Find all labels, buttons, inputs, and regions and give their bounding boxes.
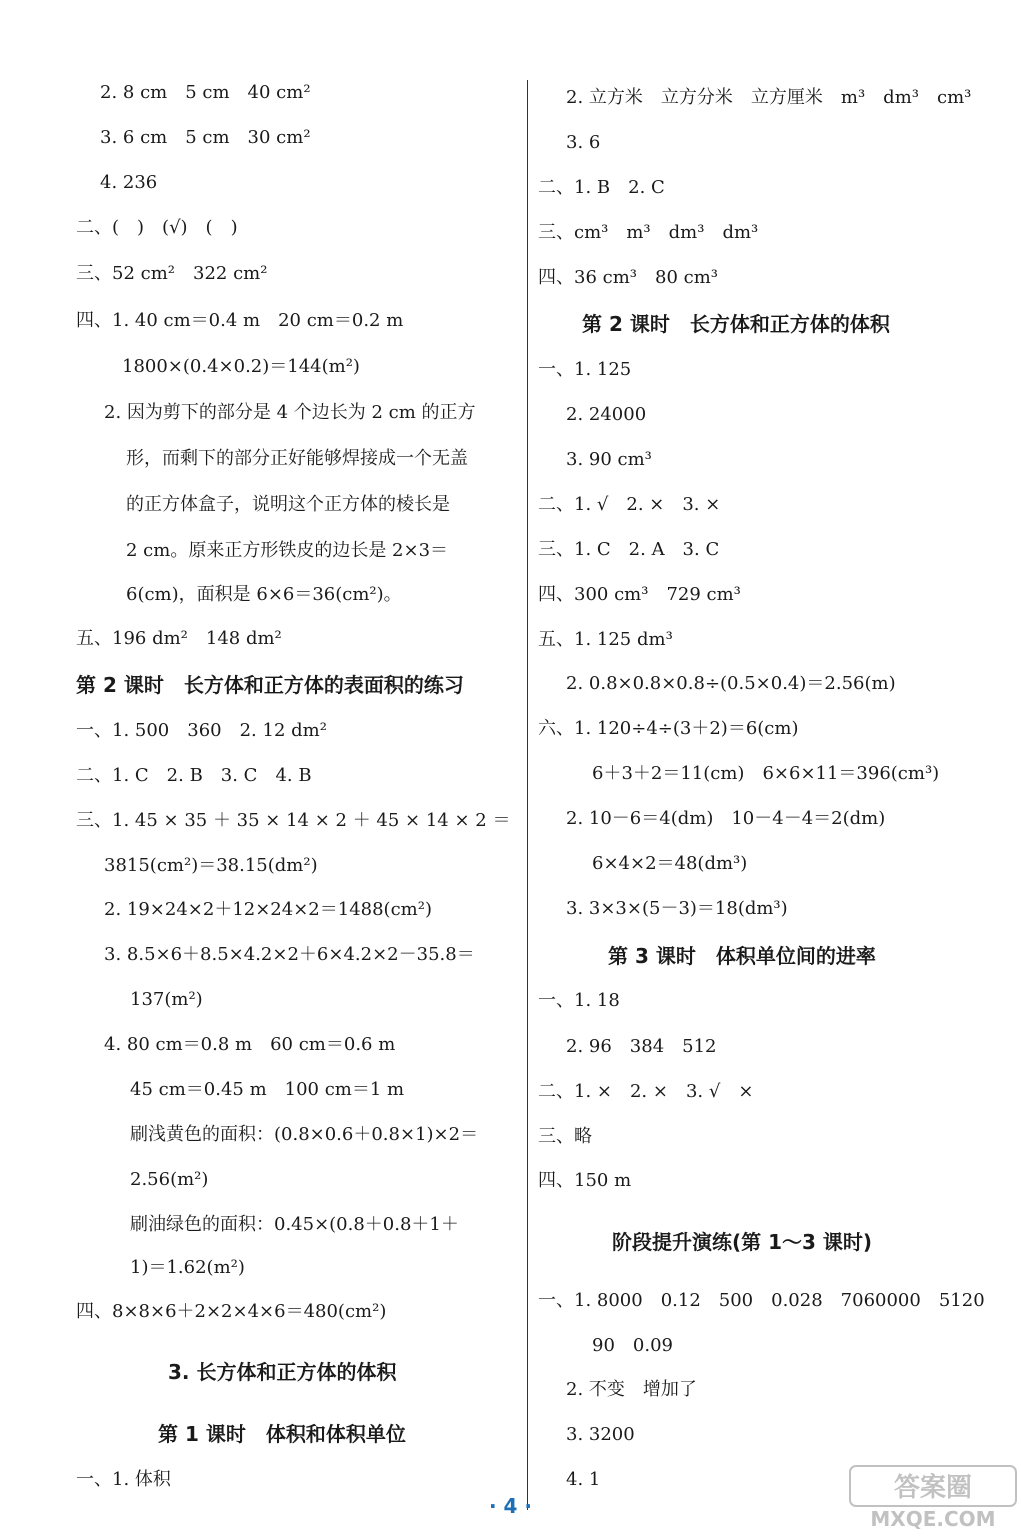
section-heading: 第 3 课时 体积单位间的进率 [608,944,876,968]
answer-line: 的正方体盒子，说明这个正方体的棱长是 [126,494,450,515]
answer-line: 一、1. 18 [538,990,620,1011]
answer-line: 一、1. 500 360 2. 12 dm² [76,720,327,741]
answer-line: 6＋3＋2＝11(cm) 6×6×11＝396(cm³) [592,763,940,784]
answer-line: 一、1. 体积 [76,1469,171,1490]
answer-line: 3. 8.5×6＋8.5×4.2×2＋6×4.2×2－35.8＝ [104,944,475,965]
answer-line: 2. 立方米 立方分米 立方厘米 m³ dm³ cm³ [566,87,972,108]
answer-line: 2. 10－6＝4(dm) 10－4－4＝2(dm) [566,808,886,829]
answer-line: 二、1. C 2. B 3. C 4. B [76,765,312,786]
answer-line: 二、( ) (√) ( ) [76,217,238,238]
answer-line: 三、略 [538,1126,592,1147]
section-heading: 3. 长方体和正方体的体积 [168,1360,397,1384]
answer-line: 2. 0.8×0.8×0.8÷(0.5×0.4)＝2.56(m) [566,673,896,694]
answer-line: 6×4×2＝48(dm³) [592,853,748,874]
answer-line: 三、1. C 2. A 3. C [538,539,720,560]
answer-line: 二、1. √ 2. × 3. × [538,494,721,515]
answer-line: 三、cm³ m³ dm³ dm³ [538,222,759,243]
answer-line: 二、1. B 2. C [538,177,665,198]
answer-line: 2. 24000 [566,404,647,425]
answer-line: 一、1. 125 [538,359,632,380]
watermark-glyphs: 答案圈 [893,1473,973,1503]
answer-line: 2. 因为剪下的部分是 4 个边长为 2 cm 的正方 [104,402,476,423]
answer-line: 四、36 cm³ 80 cm³ [538,267,718,288]
answer-line: 三、52 cm² 322 cm² [76,263,268,284]
answer-line: 3. 6 cm 5 cm 30 cm² [100,127,311,148]
section-heading: 第 2 课时 长方体和正方体的表面积的练习 [76,673,464,697]
answer-line: 2. 96 384 512 [566,1036,717,1057]
answer-line: 三、1. 45 × 35 ＋ 35 × 14 × 2 ＋ 45 × 14 × 2 ＝ [76,810,511,831]
answer-line: 四、150 m [538,1170,632,1191]
answer-line: 形，而剩下的部分正好能够焊接成一个无盖 [126,448,468,469]
answer-line: 2 cm。原来正方形铁皮的边长是 2×3＝ [126,540,449,561]
answer-line: 五、196 dm² 148 dm² [76,628,282,649]
answer-line: 4. 80 cm＝0.8 m 60 cm＝0.6 m [104,1034,396,1055]
answer-line: 刷浅黄色的面积：(0.8×0.6＋0.8×1)×2＝ [130,1124,479,1145]
answer-line: 2. 8 cm 5 cm 40 cm² [100,82,311,103]
answer-line: 六、1. 120÷4÷(3＋2)＝6(cm) [538,718,799,739]
section-heading: 第 2 课时 长方体和正方体的体积 [582,312,890,336]
answer-line: 4. 236 [100,172,158,193]
section-heading: 阶段提升演练(第 1～3 课时) [612,1230,873,1254]
answer-line: 45 cm＝0.45 m 100 cm＝1 m [130,1079,405,1100]
answer-line: 1)＝1.62(m²) [130,1257,245,1278]
answer-line: 3. 6 [566,132,601,153]
answer-line: 2.56(m²) [130,1169,209,1190]
answer-line: 四、1. 40 cm＝0.4 m 20 cm＝0.2 m [76,310,404,331]
answer-line: 90 0.09 [592,1335,673,1356]
section-heading: 第 1 课时 体积和体积单位 [158,1422,406,1446]
answer-line: 四、8×8×6＋2×2×4×6＝480(cm²) [76,1301,387,1322]
answer-line: 五、1. 125 dm³ [538,629,673,650]
answer-line: 刷油绿色的面积：0.45×(0.8＋0.8＋1＋ [130,1214,459,1235]
watermark-text: MXQE.COM [870,1507,996,1531]
answer-line: 3. 3×3×(5－3)＝18(dm³) [566,898,788,919]
answer-line: 4. 1 [566,1469,601,1490]
column-divider [527,80,528,1510]
watermark-logo [848,1462,1018,1532]
answer-line: 137(m²) [130,989,203,1010]
answer-line: 3. 90 cm³ [566,449,652,470]
page-number: · 4 · [488,1494,533,1518]
answer-line: 2. 19×24×2＋12×24×2＝1488(cm²) [104,899,432,920]
answer-line: 二、1. × 2. × 3. √ × [538,1081,754,1102]
answer-line: 6(cm)，面积是 6×6＝36(cm²)。 [126,584,402,605]
answer-line: 2. 不变 增加了 [566,1379,697,1400]
answer-line: 1800×(0.4×0.2)＝144(m²) [122,356,360,377]
answer-line: 3815(cm²)＝38.15(dm²) [104,855,318,876]
answer-line: 3. 3200 [566,1424,635,1445]
answer-line: 一、1. 8000 0.12 500 0.028 7060000 5120 [538,1290,985,1311]
answer-line: 四、300 cm³ 729 cm³ [538,584,741,605]
